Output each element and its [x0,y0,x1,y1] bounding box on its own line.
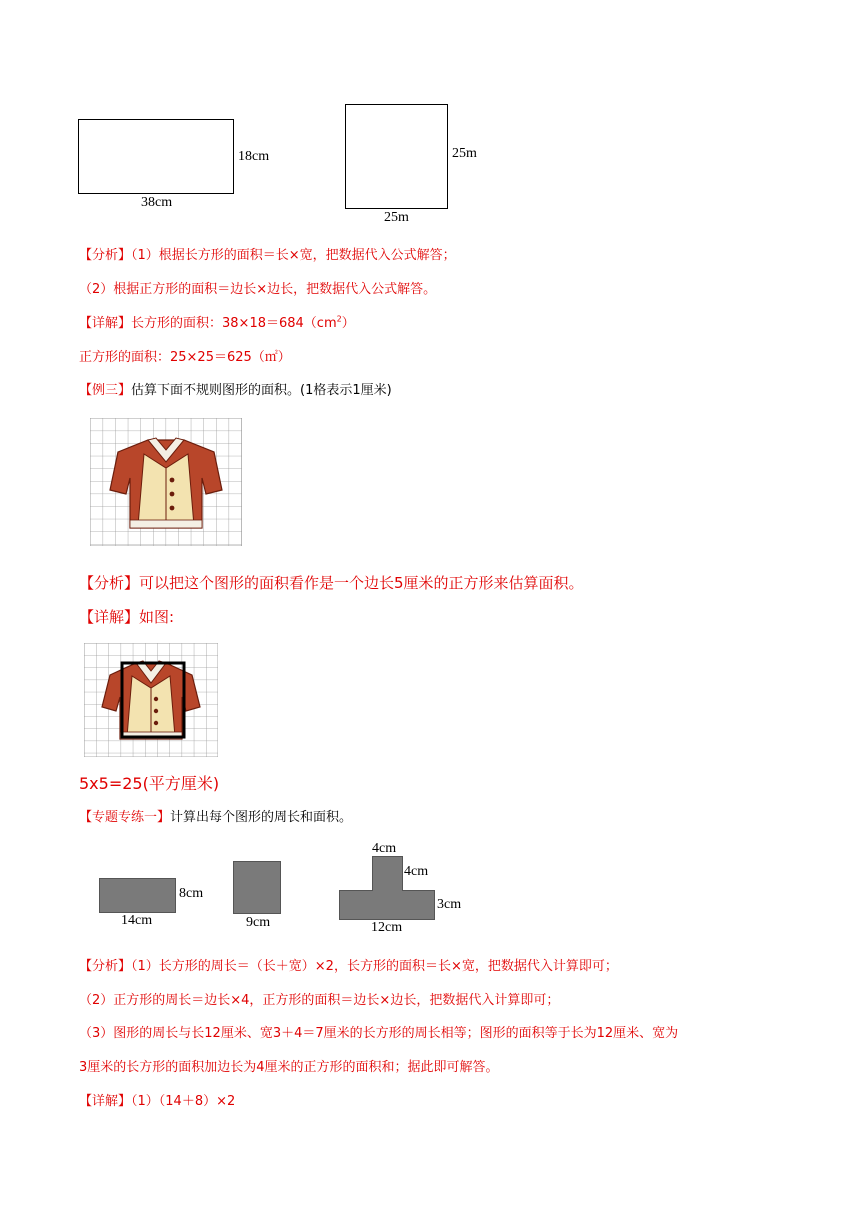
example-prompt: 估算下面不规则图形的面积。(1格表示1厘米) [131,383,392,398]
practice1-analysis-line2: （2）正方形的周长＝边长×4，正方形的面积＝边长×边长，把数据代入计算即可； [79,993,560,1008]
jacket-square-figure [84,643,218,757]
rectangle-width-label: 38cm [141,195,173,210]
practice-tag: 【专题专练一】 [79,810,171,825]
rectangle-figure [78,119,234,194]
shape3-top-label: 4cm [372,841,397,856]
detail-text: 如图: [139,608,175,626]
shape2-width-label: 9cm [246,915,271,930]
shape3-side-label: 4cm [404,864,429,879]
practice-prompt: 计算出每个图形的周长和面积。 [170,810,353,825]
detail-tag: 【详解】 [79,316,132,331]
analysis-tag: 【分析】 [79,959,132,974]
shape3-width-label: 12cm [371,920,403,935]
analysis-tag: 【分析】 [79,574,140,592]
analysis-text: （1）根据长方形的面积＝长×宽，把数据代入公式解答； [131,248,456,263]
practice1-analysis-line3: （3）图形的周长与长12厘米、宽3＋4＝7厘米的长方形的周长相等；图形的面积等于长为12厘米、宽为 [79,1026,679,1041]
jacket-square-svg [84,643,218,757]
practice1-prompt [79,809,352,827]
practice1-analysis-line1 [79,958,618,976]
ex3-result: 5x5=25(平方厘米) [79,774,220,793]
shape1-height-label: 8cm [179,886,204,901]
analysis-text: （1）长方形的周长＝（长＋宽）×2，长方形的面积＝长×宽，把数据代入计算即可； [131,959,618,974]
detail-text: （1）（14＋8）×2 [131,1094,236,1109]
ex2-analysis-line2: （2）根据正方形的面积＝边长×边长，把数据代入公式解答。 [79,282,437,297]
gray-square [233,861,281,914]
square-width-label: 25m [384,210,409,225]
square-height-label: 25m [452,146,477,161]
jacket-grid-figure [90,418,242,546]
ex2-detail-line2: 正方形的面积：25×25＝625（㎡） [79,350,291,365]
detail-text-pre: 长方形的面积：38×18＝684（cm [131,316,337,331]
example-tag: 【例三】 [79,383,132,398]
ex3-analysis [79,573,584,593]
ex3-prompt [79,382,392,400]
analysis-tag: 【分析】 [79,248,132,263]
practice1-analysis-line4: 3厘米的长方形的面积加边长为4厘米的正方形的面积和；据此即可解答。 [79,1060,499,1075]
detail-text-post: ） [341,316,355,331]
ex2-detail-line1 [79,315,355,333]
shape3-height-label: 3cm [437,897,462,912]
ex2-analysis-line1 [79,247,456,265]
jacket-grid-svg [90,418,242,546]
detail-tag: 【详解】 [79,608,140,626]
gray-rectangle [99,878,176,913]
practice1-detail-line1 [79,1093,235,1111]
square-figure [345,104,448,209]
shape1-width-label: 14cm [121,913,153,928]
detail-text-sup: 2 [336,314,342,324]
analysis-text: 可以把这个图形的面积看作是一个边长5厘米的正方形来估算面积。 [139,574,584,592]
detail-tag: 【详解】 [79,1094,132,1109]
ex3-detail [79,607,174,627]
rectangle-height-label: 18cm [238,149,270,164]
